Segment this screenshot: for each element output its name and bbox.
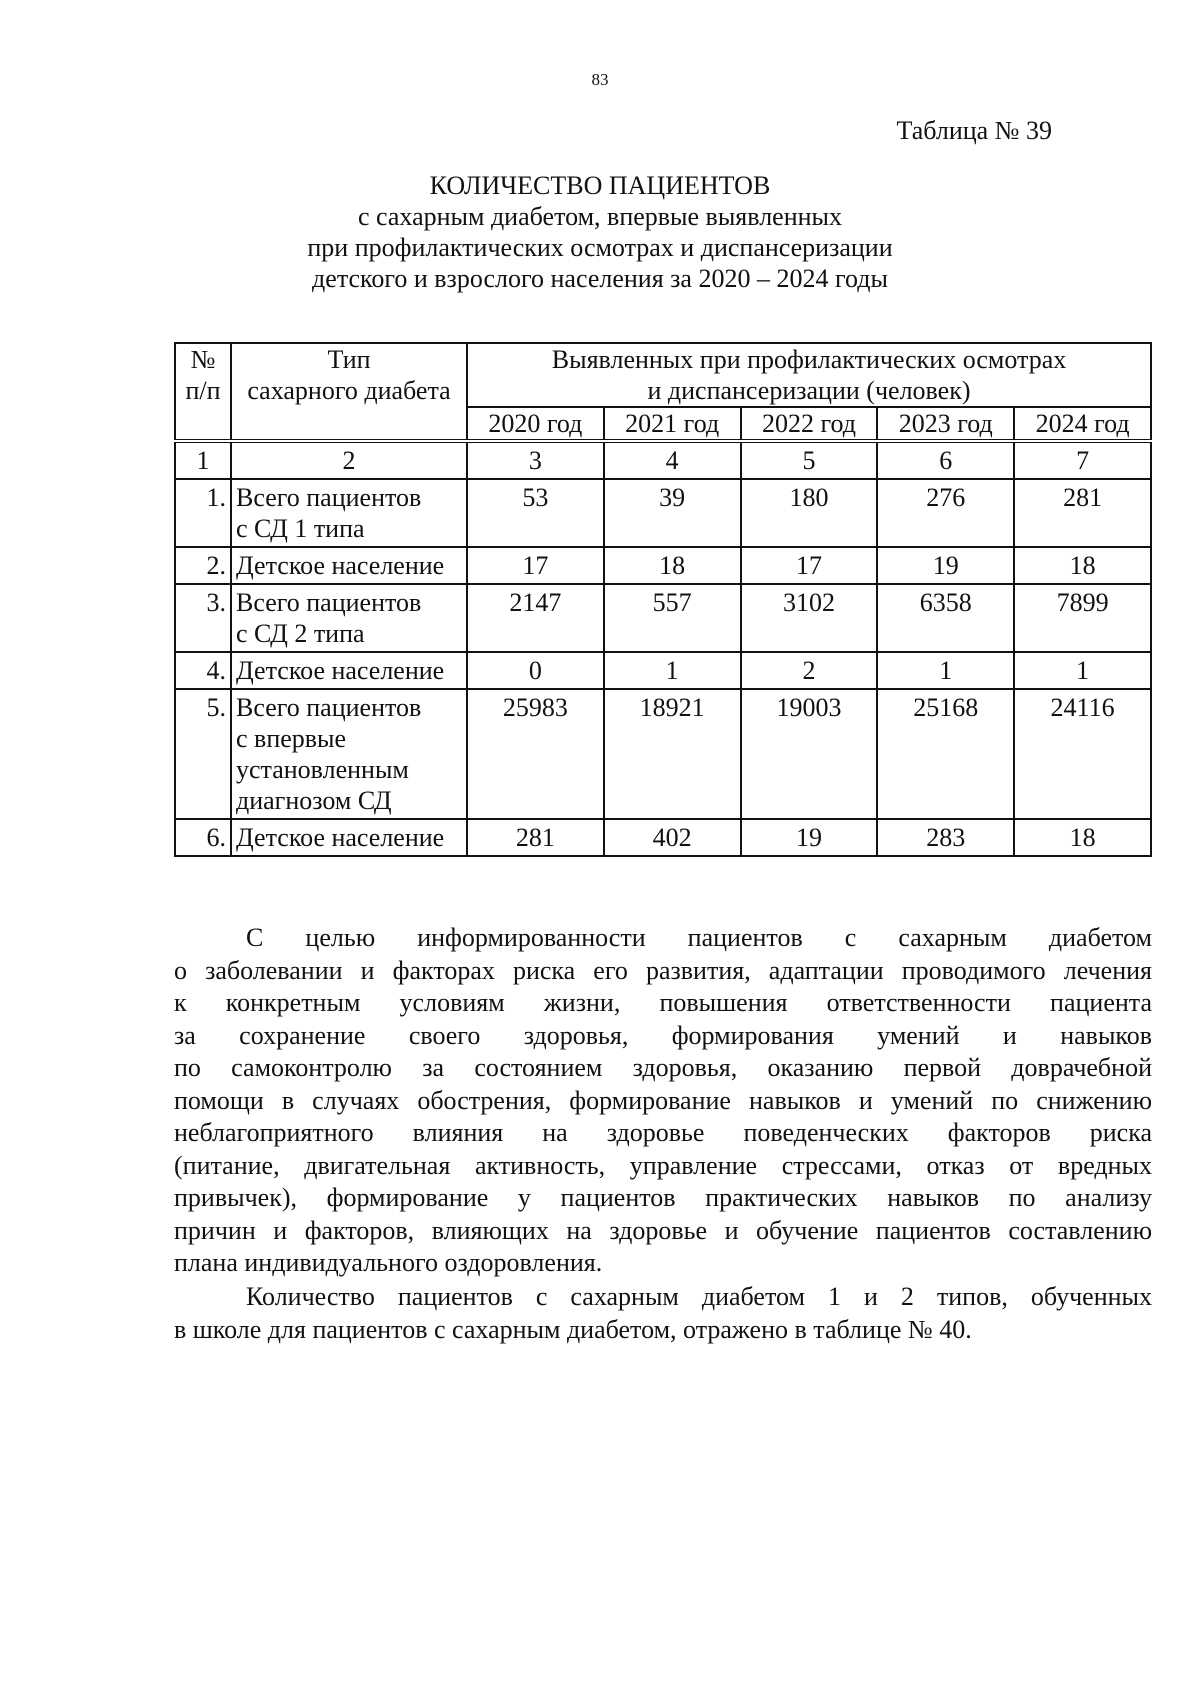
title-line: детского и взрослого населения за 2020 – 2024 годы: [312, 264, 888, 293]
table-row: [175, 479, 1151, 547]
title-line: с сахарным диабетом, впервые выявленных: [357, 202, 843, 231]
row-number: 4.: [175, 652, 231, 689]
paragraph-line: плана индивидуального оздоровления.: [174, 1248, 603, 1277]
row-value: 18: [1014, 819, 1151, 856]
row-label: [231, 689, 467, 819]
row-value: 17: [467, 547, 604, 584]
row-label-line: Детское население: [236, 656, 445, 685]
row-number: 2.: [175, 547, 231, 584]
row-value: 1: [877, 652, 1014, 689]
row-value: 25168: [877, 689, 1014, 819]
row-value: 7899: [1014, 584, 1151, 652]
row-value: 1: [604, 652, 741, 689]
row-number: 6.: [175, 819, 231, 856]
header-type: [231, 343, 467, 441]
row-value: 3102: [741, 584, 878, 652]
header-year: 2023 год: [877, 407, 1014, 441]
header-group: [467, 343, 1151, 407]
row-label: [231, 819, 467, 856]
header-type-line: сахарного диабета: [247, 376, 451, 405]
row-value: 19: [877, 547, 1014, 584]
paragraph-line: за сохранение своего здоровья, формирования умений и навыков: [174, 1020, 1152, 1050]
row-number: 3.: [175, 584, 231, 652]
paragraph-line: о заболевании и факторах риска его развития, адаптации проводимого лечения: [174, 955, 1152, 985]
row-label: [231, 584, 467, 652]
row-label-line: Всего пациентов: [236, 483, 422, 512]
column-number: 7: [1014, 441, 1151, 479]
table-label: Таблица № 39: [896, 116, 1052, 145]
row-label: [231, 547, 467, 584]
header-group-line: Выявленных при профилактических осмотрах: [551, 345, 1067, 374]
row-value: 18921: [604, 689, 741, 819]
row-value: 19: [741, 819, 878, 856]
row-value: 17: [741, 547, 878, 584]
paragraph-line: в школе для пациентов с сахарным диабетом, отражено в таблице № 40.: [174, 1314, 972, 1344]
column-number: 1: [175, 441, 231, 479]
row-value: 281: [1014, 479, 1151, 547]
body-paragraph: [174, 922, 1152, 1280]
paragraph-line: по самоконтролю за состоянием здоровья, оказанию первой доврачебной: [174, 1053, 1152, 1082]
header-year: 2020 год: [467, 407, 604, 441]
row-value: 6358: [877, 584, 1014, 652]
title-line: при профилактических осмотрах и диспансеризации: [307, 233, 893, 262]
header-row: [175, 343, 1151, 407]
column-numbering-row: [175, 441, 1151, 479]
header-num-line: п/п: [185, 376, 221, 405]
header-year: 2021 год: [604, 407, 741, 441]
row-value: 557: [604, 584, 741, 652]
row-value: 18: [1014, 547, 1151, 584]
paragraph-line: к конкретным условиям жизни, повышения ответственности пациента: [174, 988, 1152, 1017]
page-number: 83: [591, 70, 609, 89]
row-value: 25983: [467, 689, 604, 819]
row-value: 276: [877, 479, 1014, 547]
row-value: 2: [741, 652, 878, 689]
header-type-line: Тип: [327, 345, 371, 374]
paragraph-line: помощи в случаях обострения, формирование навыков и умений по снижению: [174, 1085, 1152, 1115]
header-year: 2022 год: [741, 407, 878, 441]
row-number: 5.: [175, 689, 231, 819]
row-number: 1.: [175, 479, 231, 547]
row-label-line: с впервые: [236, 724, 347, 753]
diabetes-patients-table: [174, 342, 1152, 857]
row-label: [231, 652, 467, 689]
table-row: [175, 819, 1151, 856]
paragraph-line: неблагоприятного влияния на здоровье поведенческих факторов риска: [174, 1118, 1152, 1147]
row-label-line: диагнозом СД: [236, 786, 392, 815]
row-value: 2147: [467, 584, 604, 652]
row-label-line: Детское население: [236, 823, 445, 852]
row-value: 24116: [1014, 689, 1151, 819]
paragraph-line: (питание, двигательная активность, управление стрессами, отказ от вредных: [174, 1150, 1152, 1180]
row-value: 53: [467, 479, 604, 547]
column-number: 6: [877, 441, 1014, 479]
title-line: КОЛИЧЕСТВО ПАЦИЕНТОВ: [429, 171, 771, 200]
row-value: 283: [877, 819, 1014, 856]
row-value: 180: [741, 479, 878, 547]
header-year: 2024 год: [1014, 407, 1151, 441]
header-num: [175, 343, 231, 441]
row-label-line: с СД 1 типа: [236, 514, 365, 543]
table-row: [175, 584, 1151, 652]
paragraph-line: привычек), формирование у пациентов практических навыков по анализу: [174, 1183, 1152, 1212]
row-value: 39: [604, 479, 741, 547]
header-num-line: №: [190, 345, 216, 374]
column-number: 4: [604, 441, 741, 479]
column-number: 5: [741, 441, 878, 479]
paragraph-line: С целью информированности пациентов с сахарным диабетом: [246, 923, 1152, 952]
row-label: [231, 479, 467, 547]
row-label-line: Всего пациентов: [236, 588, 422, 617]
row-value: 0: [467, 652, 604, 689]
row-label-line: Всего пациентов: [236, 693, 422, 722]
row-value: 19003: [741, 689, 878, 819]
paragraph-line: Количество пациентов с сахарным диабетом 1 и 2 типов, обученных: [246, 1282, 1152, 1311]
row-value: 18: [604, 547, 741, 584]
row-value: 281: [467, 819, 604, 856]
column-number: 2: [231, 441, 467, 479]
row-label-line: с СД 2 типа: [236, 619, 365, 648]
header-group-line: и диспансеризации (человек): [647, 376, 971, 405]
table-row: [175, 547, 1151, 584]
table-row: [175, 689, 1151, 819]
row-value: 1: [1014, 652, 1151, 689]
body-paragraph: [174, 1281, 1152, 1346]
table-title: [0, 170, 1200, 294]
table-row: [175, 652, 1151, 689]
row-value: 402: [604, 819, 741, 856]
row-label-line: установленным: [236, 755, 409, 784]
paragraph-line: причин и факторов, влияющих на здоровье и обучение пациентов составлению: [174, 1215, 1152, 1245]
row-label-line: Детское население: [236, 551, 445, 580]
column-number: 3: [467, 441, 604, 479]
